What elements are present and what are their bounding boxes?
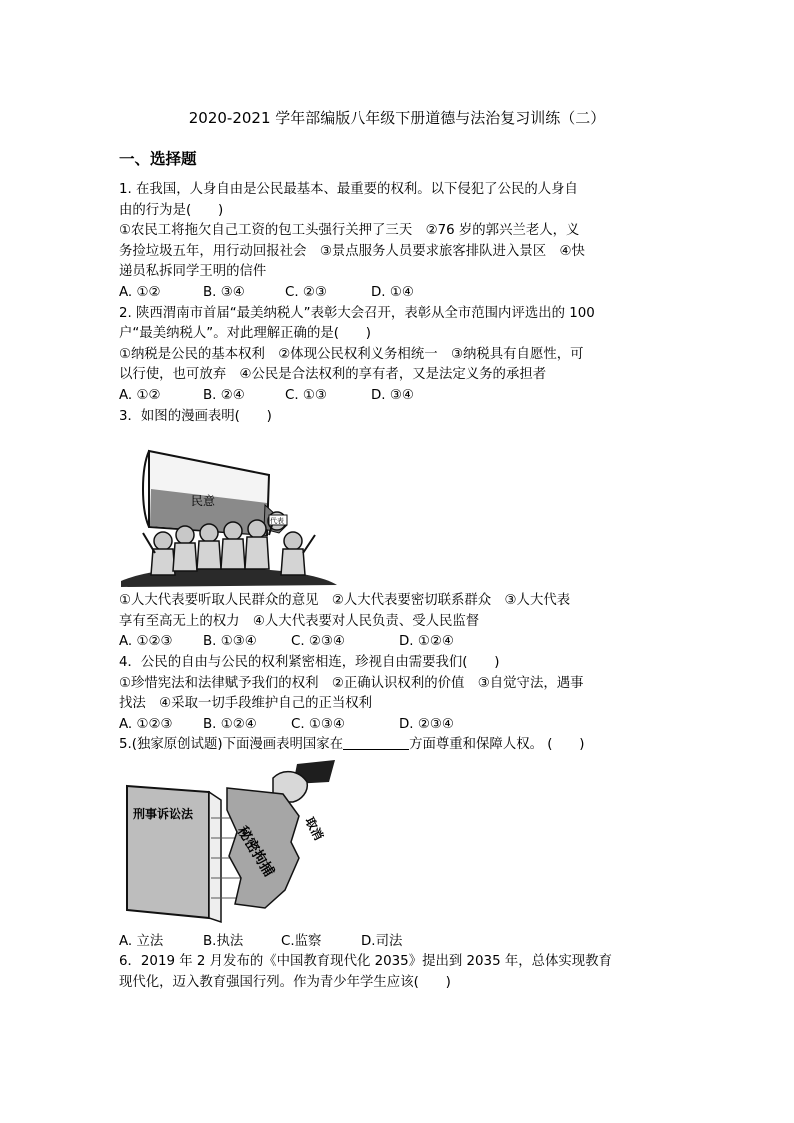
cartoon-secret-arrest [123,758,353,930]
answer-options [119,632,679,653]
option-d: D. ①④ [371,284,414,300]
question-line: ①纳税是公民的基本权利 ②体现公民权利义务相统一 ③纳税具有自愿性，可 [119,346,584,362]
question-line: 3．如图的漫画表明( ) [119,408,272,424]
option-a: A. ①②③ [119,716,173,732]
question-stem-end: 方面尊重和保障人权。 ( ) [409,737,585,753]
question-5 [119,735,679,952]
question-line: 2. 陕西渭南市首届“最美纳税人”表彰大会召开，表彰从全市范围内评选出的 100 [119,305,595,321]
question-line: 务捡垃圾五年，用行动回报社会 ③景点服务人员要求旅客排队进入景区 ④快 [119,243,585,259]
option-c: C.监察 [281,933,322,949]
section-heading: 一、选择题 [119,150,197,168]
question-line: 递员私拆同学王明的信件 [119,264,267,280]
option-b: B. ①③④ [203,634,257,650]
question-line: ①农民工将拖欠自己工资的包工头强行关押了三天 ②76 岁的郭兴兰老人，义 [119,223,580,239]
answer-options [119,932,679,953]
question-line: ①人大代表要听取人民群众的意见 ②人大代表要密切联系群众 ③人大代表 [119,593,571,609]
stamp-text: 取消 [302,814,326,843]
option-d: D. ②③④ [399,716,454,732]
option-c: C. ②③ [285,284,327,300]
question-line: 1. 在我国，人身自由是公民最基本、最重要的权利。以下侵犯了公民的人身自 [119,182,578,197]
container-label: 民意 [191,494,216,509]
document-title: 2020-2021 学年部编版八年级下册道德与法治复习训练（二） [188,109,606,127]
answer-options [119,386,679,407]
question-line: 由的行为是( ) [119,202,224,218]
answer-blank [343,735,409,750]
question-line: 4．公民的自由与公民的权利紧密相连，珍视自由需要我们( ) [119,654,500,670]
question-3 [119,407,679,653]
question-line: 找法 ④采取一切手段维护自己的正当权利 [119,696,373,712]
option-c: C. ①③ [285,387,327,403]
question-6 [119,952,679,993]
answer-options [119,715,679,736]
question-line [119,735,679,756]
option-d: D. ③④ [371,387,414,403]
question-2 [119,304,679,407]
question-line: 6．2019 年 2 月发布的《中国教育现代化 2035》提出到 2035 年，总体实现教育 [119,954,612,970]
question-1 [119,180,679,304]
answer-options [119,283,679,304]
question-4 [119,653,679,735]
option-d: D. ①②④ [399,634,454,650]
option-c: C. ②③④ [291,634,345,650]
option-a: A. ①② [119,387,161,403]
option-c: C. ①③④ [291,716,345,732]
question-line: 享有至高无上的权力 ④人大代表要对人民负责、受人民监督 [119,613,480,629]
option-b: B. ②④ [203,387,245,403]
option-a: A. ①② [119,284,161,300]
option-b: B. ③④ [203,284,245,300]
question-line: 户“最美纳税人”。对此理解正确的是( ) [119,326,371,342]
option-a: A. 立法 [119,933,164,949]
paper-text: 秘密拘捕 [233,823,277,880]
option-a: A. ①②③ [119,634,173,650]
question-stem: 5.(独家原创试题)下面漫画表明国家在 [119,737,344,753]
option-b: B.执法 [203,933,244,949]
option-b: B. ①②④ [203,716,257,732]
option-d: D.司法 [361,933,403,949]
question-list [119,180,679,994]
question-line: ①珍惜宪法和法律赋予我们的权利 ②正确认识权利的价值 ③自觉守法，遇事 [119,675,584,691]
cartoon-public-opinion [119,429,339,589]
book-title: 刑事诉讼法 [133,806,194,821]
representative-tag: 代表 [270,517,284,526]
question-line: 现代化，迈入教育强国行列。作为青少年学生应该( ) [119,975,451,991]
question-line: 以行使，也可放弃 ④公民是合法权利的享有者，又是法定义务的承担者 [119,367,547,383]
